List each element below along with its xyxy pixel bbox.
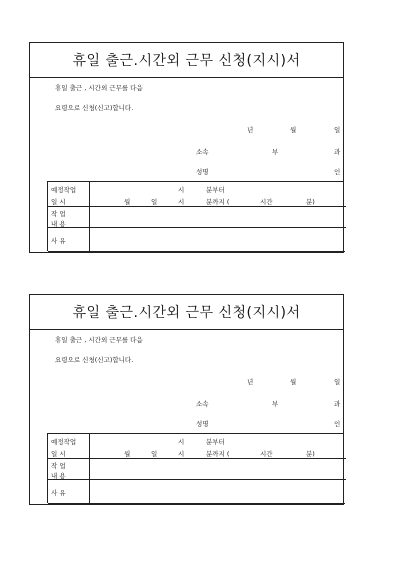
hours-label: 시간 (260, 198, 273, 206)
work-content-label-2: 내 용 (51, 220, 66, 228)
end-hour-label: 시 (178, 198, 185, 206)
seal-label: 인 (334, 168, 341, 176)
minutes-label: 분) (306, 450, 315, 458)
table-divider (48, 251, 345, 252)
name-label: 성명 (196, 420, 209, 428)
intro-line-1: 휴일 출근 , 시간외 근무를 다음 (55, 336, 143, 344)
work-content-label-1: 작 업 (51, 210, 66, 218)
schedule-label-1: 예정작업 (51, 438, 77, 446)
table-divider (48, 227, 346, 228)
bu-label: 부 (272, 400, 279, 408)
table-divider (48, 479, 346, 480)
reason-label: 사 유 (51, 489, 66, 497)
year-label: 년 (247, 126, 254, 134)
department-label: 소속 (196, 148, 209, 156)
table-divider (48, 503, 345, 504)
form-title: 휴일 출근.시간외 근무 신청(지시)서 (30, 43, 343, 78)
schedule-label-2: 일 시 (51, 198, 66, 206)
department-label: 소속 (196, 400, 209, 408)
start-hour-label: 시 (178, 186, 185, 194)
gwa-label: 과 (334, 148, 341, 156)
intro-line-2: 요령으로 신청(신고)합니다. (55, 356, 134, 364)
schedule-month-label: 월 (124, 450, 131, 458)
end-minute-label: 분까지 ( (206, 450, 230, 458)
reason-label: 사 유 (51, 237, 66, 245)
name-label: 성명 (196, 168, 209, 176)
form-title: 휴일 출근.시간외 근무 신청(지시)서 (30, 295, 343, 330)
work-content-label-2: 내 용 (51, 472, 66, 480)
intro-line-1: 휴일 출근 , 시간외 근무를 다음 (55, 84, 143, 92)
request-form-1 (29, 42, 344, 253)
seal-label: 인 (334, 420, 341, 428)
hours-label: 시간 (260, 450, 273, 458)
table-divider (89, 182, 90, 252)
table-divider (48, 206, 346, 207)
work-schedule-table (47, 181, 344, 251)
end-minute-label: 분까지 ( (206, 198, 230, 206)
schedule-label-2: 일 시 (51, 450, 66, 458)
gwa-label: 과 (334, 400, 341, 408)
schedule-month-label: 월 (124, 198, 131, 206)
work-schedule-table (47, 433, 344, 503)
work-content-label-1: 작 업 (51, 462, 66, 470)
month-label: 월 (290, 378, 297, 386)
month-label: 월 (290, 126, 297, 134)
start-minute-label: 분부터 (206, 186, 225, 194)
bu-label: 부 (272, 148, 279, 156)
end-hour-label: 시 (178, 450, 185, 458)
minutes-label: 분) (306, 198, 315, 206)
day-label: 일 (334, 126, 341, 134)
start-minute-label: 분부터 (206, 438, 225, 446)
year-label: 년 (247, 378, 254, 386)
table-divider (89, 434, 90, 504)
day-label: 일 (334, 378, 341, 386)
table-divider (48, 458, 346, 459)
request-form-2 (29, 294, 344, 505)
intro-line-2: 요령으로 신청(신고)합니다. (55, 104, 134, 112)
schedule-day-label: 일 (151, 450, 158, 458)
start-hour-label: 시 (178, 438, 185, 446)
schedule-label-1: 예정작업 (51, 186, 77, 194)
schedule-day-label: 일 (151, 198, 158, 206)
